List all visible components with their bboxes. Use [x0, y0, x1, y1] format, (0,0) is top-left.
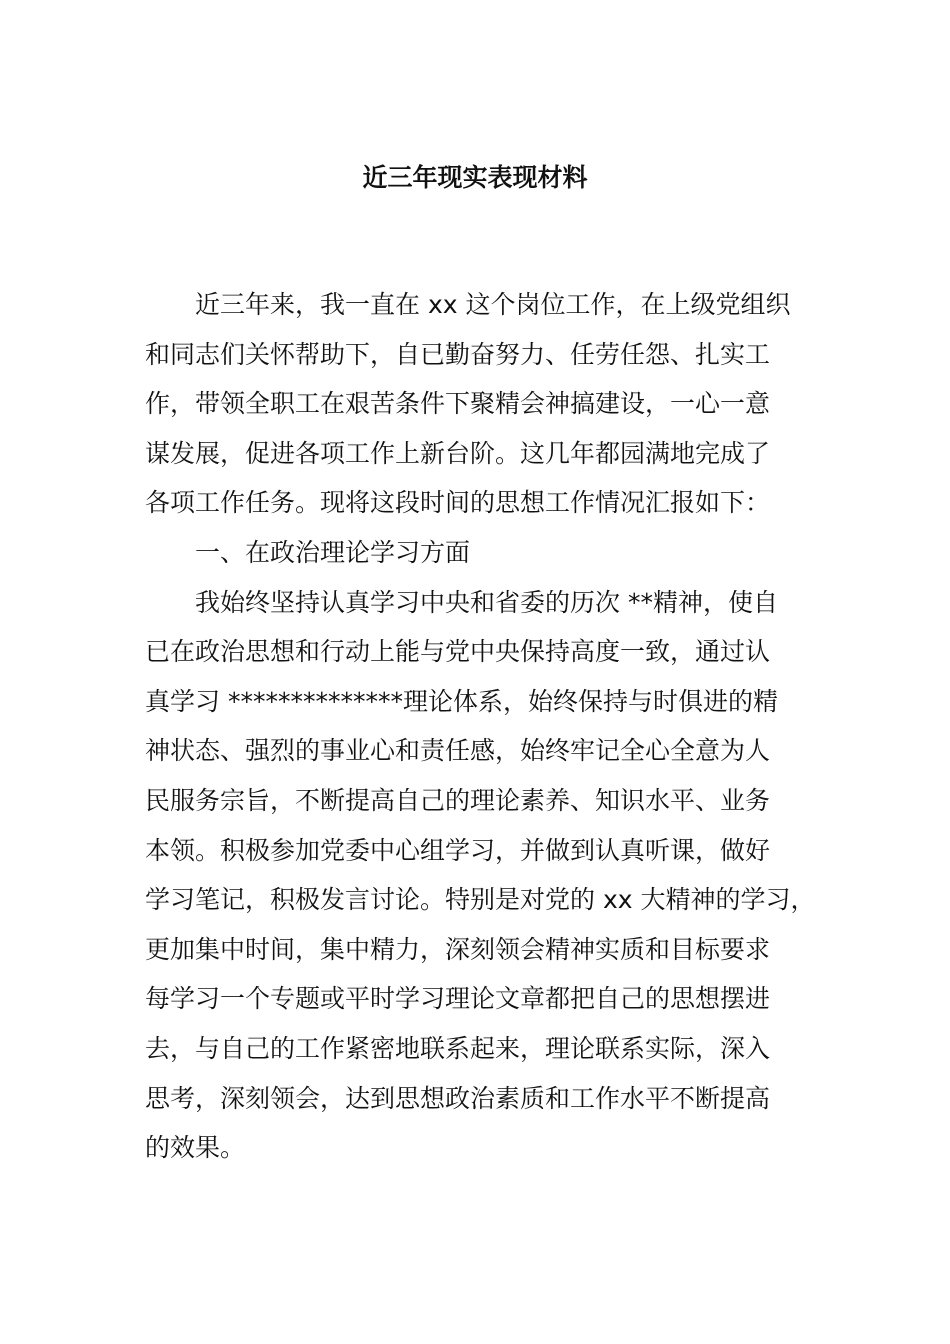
paragraph-1-line-2: 和同志们关怀帮助下，自已勤奋努力、任劳任怨、扎实工: [145, 339, 771, 369]
paragraph-2-line-2: 已在政治思想和行动上能与党中央保持高度一致，通过认: [145, 637, 771, 667]
paragraph-2-line-1: 我始终坚持认真学习中央和省委的历次 **精神，使自: [195, 587, 778, 617]
paragraph-2-line-12: 的效果。: [145, 1133, 246, 1163]
paragraph-2-line-4: 神状态、强烈的事业心和责任感，始终牢记全心全意为人: [145, 736, 771, 766]
paragraph-2-line-6: 本领。积极参加党委中心组学习，并做到认真听课，做好: [145, 835, 771, 865]
paragraph-2-line-11: 思考，深刻领会，达到思想政治素质和工作水平不断提高: [145, 1083, 771, 1113]
paragraph-2-line-7: 学习笔记，积极发言讨论。特别是对党的 xx 大精神的学习，: [145, 885, 816, 915]
paragraph-1-line-1: 近三年来，我一直在 xx 这个岗位工作，在上级党组织: [195, 290, 791, 319]
paragraph-1-line-4: 谋发展，促进各项工作上新台阶。这几年都园满地完成了: [145, 438, 771, 468]
paragraph-2-line-3: 真学习 **************理论体系，始终保持与时俱进的精: [145, 686, 778, 716]
paragraph-2-line-10: 去，与自己的工作紧密地联系起来，理论联系实际，深入: [145, 1033, 771, 1063]
paragraph-2-line-5: 民服务宗旨，不断提高自己的理论素养、知识水平、业务: [145, 785, 771, 815]
document-body: [145, 280, 835, 1173]
paragraph-2-line-8: 更加集中时间，集中精力，深刻领会精神实质和目标要求: [145, 934, 771, 964]
document-title: 近三年现实表现材料: [362, 163, 588, 192]
paragraph-1-line-3: 作，带领全职工在艰苦条件下聚精会神搞建设，一心一意: [145, 389, 771, 419]
section-heading: 一、在政治理论学习方面: [195, 537, 471, 567]
paragraph-1-line-5: 各项工作任务。现将这段时间的思想工作情况汇报如下：: [145, 488, 771, 518]
paragraph-2-line-9: 每学习一个专题或平时学习理论文章都把自己的思想摆进: [145, 984, 771, 1014]
